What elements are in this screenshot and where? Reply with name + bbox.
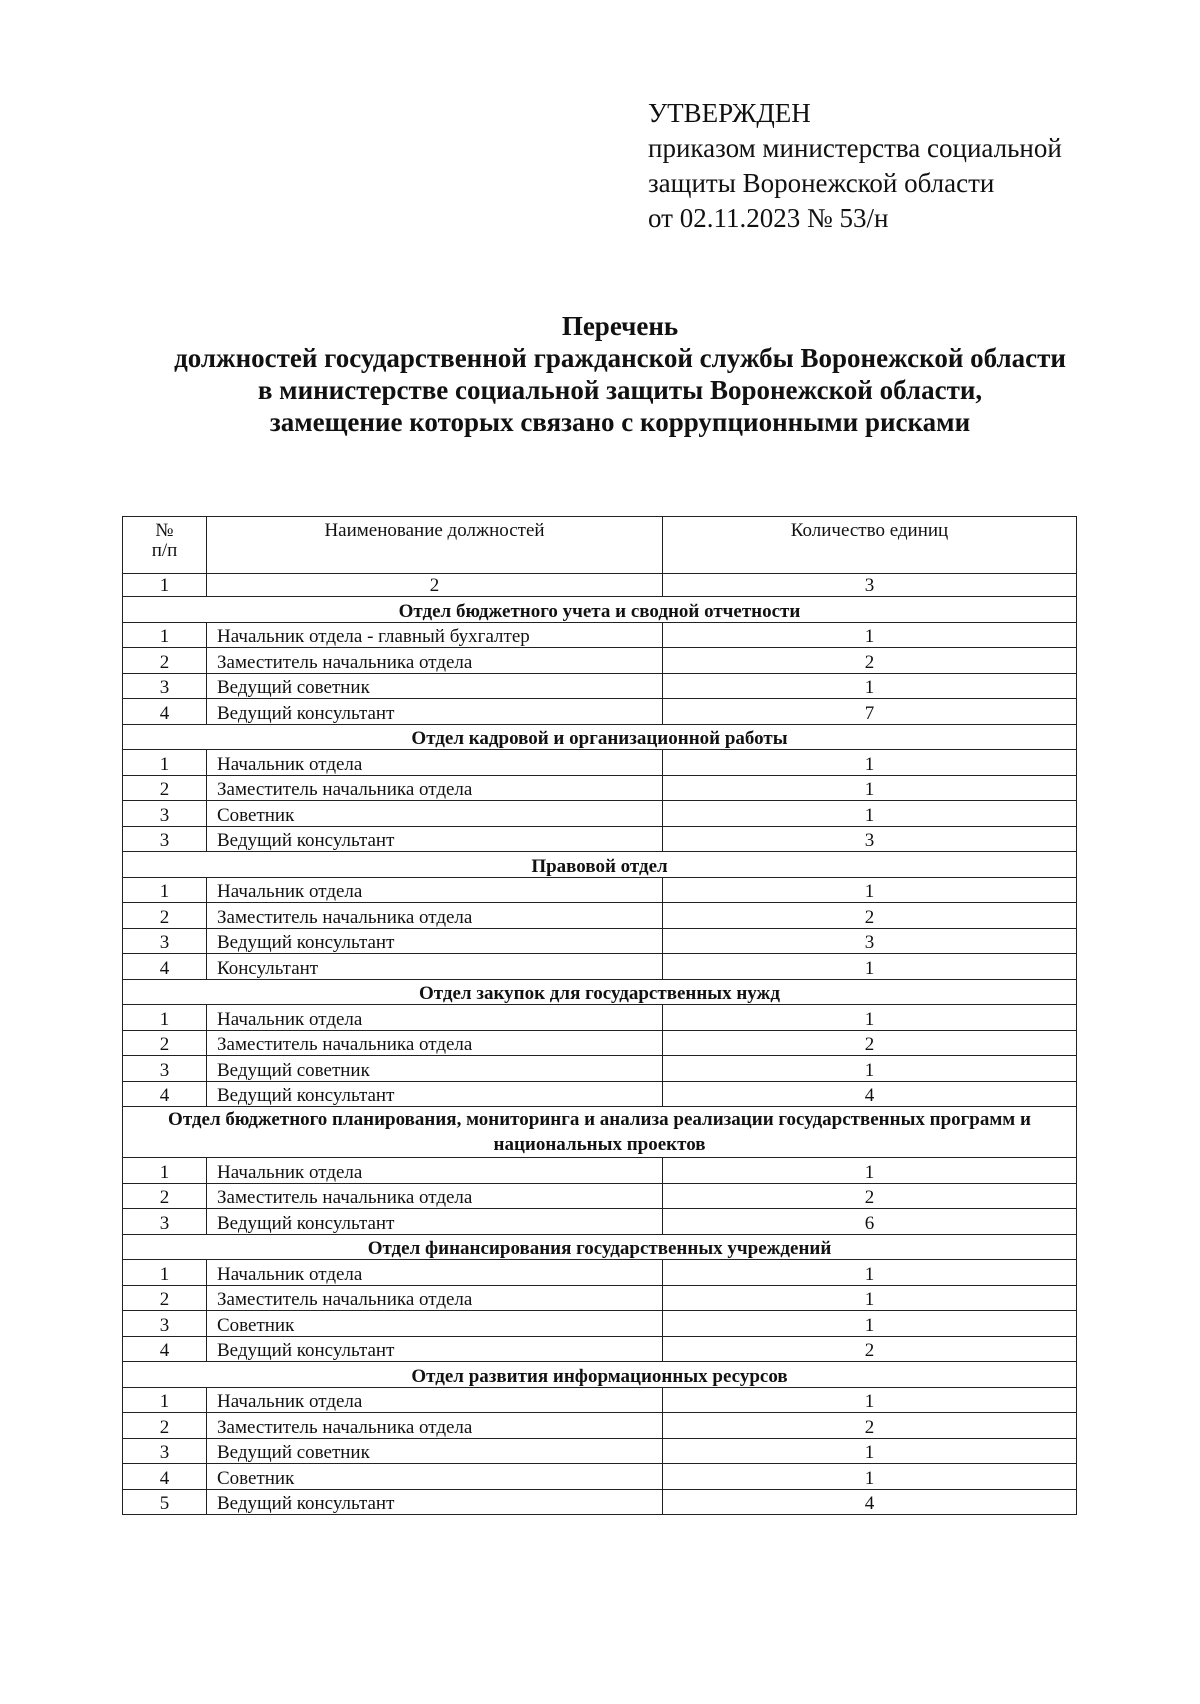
position-name: Заместитель начальника отдела bbox=[207, 903, 663, 929]
position-name: Ведущий советник bbox=[207, 673, 663, 699]
column-number: 2 bbox=[207, 574, 663, 597]
row-number: 4 bbox=[123, 1336, 207, 1362]
positions-table bbox=[122, 516, 1077, 1515]
table-row bbox=[123, 1209, 1077, 1235]
section-title: Отдел финансирования государственных учреждений bbox=[123, 1234, 1077, 1260]
position-quantity: 6 bbox=[663, 1209, 1077, 1235]
title-line: замещение которых связано с коррупционными рисками bbox=[269, 407, 971, 437]
row-number: 1 bbox=[123, 1158, 207, 1184]
position-quantity: 2 bbox=[663, 648, 1077, 674]
position-name: Начальник отдела bbox=[207, 1387, 663, 1413]
position-quantity: 1 bbox=[663, 877, 1077, 903]
approval-line: приказом министерства социальной bbox=[648, 133, 1062, 163]
approval-line: УТВЕРЖДЕН bbox=[648, 98, 811, 128]
position-quantity: 1 bbox=[663, 750, 1077, 776]
position-name: Начальник отдела bbox=[207, 877, 663, 903]
position-quantity: 1 bbox=[663, 1438, 1077, 1464]
row-number: 3 bbox=[123, 673, 207, 699]
row-number: 3 bbox=[123, 1438, 207, 1464]
section-title: Отдел развития информационных ресурсов bbox=[123, 1362, 1077, 1388]
column-number: 3 bbox=[663, 574, 1077, 597]
section-title: Правовой отдел bbox=[123, 852, 1077, 878]
row-number: 3 bbox=[123, 1209, 207, 1235]
row-number: 3 bbox=[123, 826, 207, 852]
document-title bbox=[140, 310, 1100, 438]
section-row bbox=[123, 1107, 1077, 1158]
table-row bbox=[123, 622, 1077, 648]
title-line: Перечень bbox=[561, 311, 679, 341]
position-name: Ведущий консультант bbox=[207, 826, 663, 852]
table-row bbox=[123, 903, 1077, 929]
position-name: Заместитель начальника отдела bbox=[207, 1285, 663, 1311]
table-row bbox=[123, 750, 1077, 776]
approval-line: защиты Воронежской области bbox=[648, 168, 995, 198]
section-row bbox=[123, 852, 1077, 878]
position-name: Ведущий советник bbox=[207, 1056, 663, 1082]
position-name: Ведущий консультант bbox=[207, 1081, 663, 1107]
section-row bbox=[123, 1234, 1077, 1260]
position-quantity: 2 bbox=[663, 1030, 1077, 1056]
row-number: 3 bbox=[123, 1056, 207, 1082]
position-name: Ведущий советник bbox=[207, 1438, 663, 1464]
position-name: Начальник отдела bbox=[207, 1158, 663, 1184]
section-row bbox=[123, 979, 1077, 1005]
table-row bbox=[123, 1311, 1077, 1337]
position-name: Заместитель начальника отдела bbox=[207, 648, 663, 674]
title-line: должностей государственной гражданской службы Воронежской области bbox=[174, 343, 1066, 373]
section-row bbox=[123, 597, 1077, 623]
position-quantity: 1 bbox=[663, 622, 1077, 648]
approval-line: от 02.11.2023 № 53/н bbox=[648, 203, 889, 233]
position-name: Ведущий консультант bbox=[207, 1336, 663, 1362]
row-number: 2 bbox=[123, 1030, 207, 1056]
row-number: 3 bbox=[123, 801, 207, 827]
table-row bbox=[123, 775, 1077, 801]
table-row bbox=[123, 1489, 1077, 1515]
position-name: Ведущий консультант bbox=[207, 1209, 663, 1235]
table-row bbox=[123, 1464, 1077, 1490]
header-num: № п/п bbox=[123, 517, 207, 574]
position-name: Ведущий консультант bbox=[207, 928, 663, 954]
section-title: Отдел бюджетного учета и сводной отчетности bbox=[123, 597, 1077, 623]
row-number: 2 bbox=[123, 648, 207, 674]
section-row bbox=[123, 1362, 1077, 1388]
position-quantity: 1 bbox=[663, 673, 1077, 699]
position-name: Начальник отдела - главный бухгалтер bbox=[207, 622, 663, 648]
row-number: 2 bbox=[123, 1285, 207, 1311]
position-quantity: 1 bbox=[663, 954, 1077, 980]
position-name: Советник bbox=[207, 801, 663, 827]
position-quantity: 1 bbox=[663, 1285, 1077, 1311]
row-number: 4 bbox=[123, 699, 207, 725]
row-number: 2 bbox=[123, 903, 207, 929]
row-number: 2 bbox=[123, 1413, 207, 1439]
position-quantity: 1 bbox=[663, 1464, 1077, 1490]
position-quantity: 1 bbox=[663, 1005, 1077, 1031]
table-row bbox=[123, 1438, 1077, 1464]
row-number: 1 bbox=[123, 1260, 207, 1286]
position-quantity: 4 bbox=[663, 1489, 1077, 1515]
position-quantity: 2 bbox=[663, 1336, 1077, 1362]
row-number: 2 bbox=[123, 1183, 207, 1209]
row-number: 3 bbox=[123, 1311, 207, 1337]
table-row bbox=[123, 1183, 1077, 1209]
row-number: 1 bbox=[123, 622, 207, 648]
column-number: 1 bbox=[123, 574, 207, 597]
position-quantity: 3 bbox=[663, 928, 1077, 954]
position-quantity: 1 bbox=[663, 801, 1077, 827]
table-row bbox=[123, 877, 1077, 903]
row-number: 4 bbox=[123, 1081, 207, 1107]
table-row bbox=[123, 801, 1077, 827]
table-row bbox=[123, 1056, 1077, 1082]
table-row bbox=[123, 1158, 1077, 1184]
section-row bbox=[123, 724, 1077, 750]
table-header-row bbox=[123, 517, 1077, 574]
section-title: Отдел закупок для государственных нужд bbox=[123, 979, 1077, 1005]
approval-stamp bbox=[648, 96, 1062, 236]
position-quantity: 1 bbox=[663, 1158, 1077, 1184]
position-quantity: 2 bbox=[663, 1413, 1077, 1439]
section-title: Отдел бюджетного планирования, мониторинга и анализа реализации государственных программ и национальных проектов bbox=[123, 1107, 1077, 1158]
position-name: Ведущий консультант bbox=[207, 1489, 663, 1515]
position-quantity: 1 bbox=[663, 1056, 1077, 1082]
position-quantity: 1 bbox=[663, 775, 1077, 801]
table-row bbox=[123, 1387, 1077, 1413]
row-number: 4 bbox=[123, 1464, 207, 1490]
position-name: Заместитель начальника отдела bbox=[207, 1183, 663, 1209]
table-row bbox=[123, 1030, 1077, 1056]
row-number: 2 bbox=[123, 775, 207, 801]
position-name: Начальник отдела bbox=[207, 750, 663, 776]
position-quantity: 1 bbox=[663, 1311, 1077, 1337]
table-row bbox=[123, 954, 1077, 980]
table-row bbox=[123, 928, 1077, 954]
table-row bbox=[123, 1260, 1077, 1286]
row-number: 5 bbox=[123, 1489, 207, 1515]
position-name: Заместитель начальника отдела bbox=[207, 1030, 663, 1056]
position-name: Начальник отдела bbox=[207, 1260, 663, 1286]
header-name: Наименование должностей bbox=[207, 517, 663, 574]
table-row bbox=[123, 1005, 1077, 1031]
table-row bbox=[123, 648, 1077, 674]
table-row bbox=[123, 1285, 1077, 1311]
position-quantity: 4 bbox=[663, 1081, 1077, 1107]
row-number: 3 bbox=[123, 928, 207, 954]
row-number: 1 bbox=[123, 1387, 207, 1413]
title-line: в министерстве социальной защиты Воронежской области, bbox=[257, 375, 983, 405]
position-quantity: 2 bbox=[663, 1183, 1077, 1209]
position-quantity: 3 bbox=[663, 826, 1077, 852]
position-quantity: 2 bbox=[663, 903, 1077, 929]
position-name: Ведущий консультант bbox=[207, 699, 663, 725]
position-quantity: 1 bbox=[663, 1260, 1077, 1286]
position-name: Советник bbox=[207, 1464, 663, 1490]
table-row bbox=[123, 1336, 1077, 1362]
row-number: 1 bbox=[123, 750, 207, 776]
position-name: Консультант bbox=[207, 954, 663, 980]
position-name: Советник bbox=[207, 1311, 663, 1337]
position-name: Начальник отдела bbox=[207, 1005, 663, 1031]
header-qty: Количество единиц bbox=[663, 517, 1077, 574]
section-title: Отдел кадровой и организационной работы bbox=[123, 724, 1077, 750]
column-number-row bbox=[123, 574, 1077, 597]
table-row bbox=[123, 826, 1077, 852]
table-row bbox=[123, 1413, 1077, 1439]
position-quantity: 7 bbox=[663, 699, 1077, 725]
table-row bbox=[123, 1081, 1077, 1107]
row-number: 1 bbox=[123, 1005, 207, 1031]
position-name: Заместитель начальника отдела bbox=[207, 1413, 663, 1439]
position-name: Заместитель начальника отдела bbox=[207, 775, 663, 801]
position-quantity: 1 bbox=[663, 1387, 1077, 1413]
table-row bbox=[123, 673, 1077, 699]
row-number: 1 bbox=[123, 877, 207, 903]
table-row bbox=[123, 699, 1077, 725]
row-number: 4 bbox=[123, 954, 207, 980]
